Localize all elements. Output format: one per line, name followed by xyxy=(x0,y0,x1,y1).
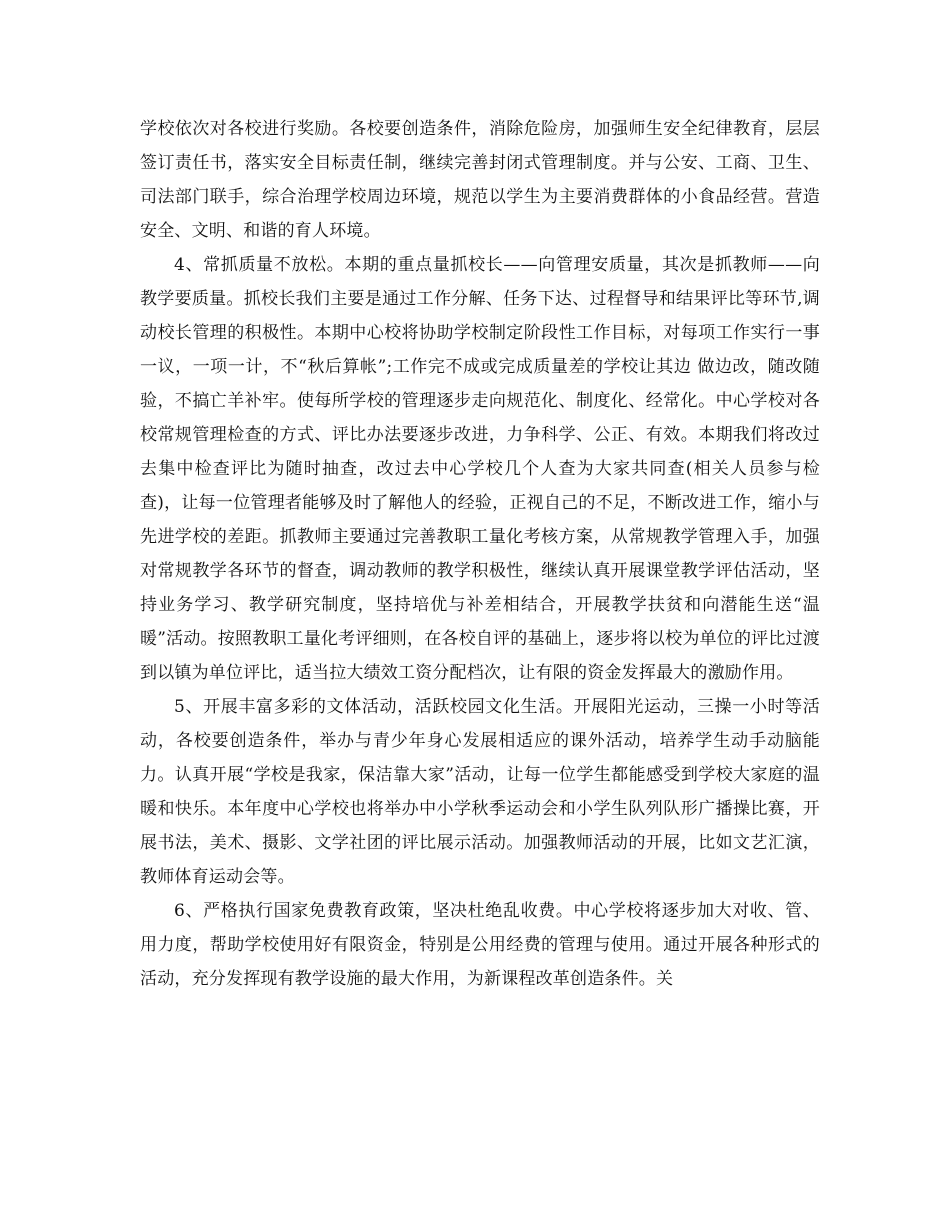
paragraph-cultural-activities: 5、开展丰富多彩的文体活动，活跃校园文化生活。开展阳光运动，三操一小时等活动，各校要创造条件，举办与青少年身心发展相适应的课外活动，培养学生动手动脑能力。认真开展“学校是我家，保洁靠大家”活动，让每一位学生都能感受到学校大家庭的温暖和快乐。本年度中心学校也将举办中小学秋季运动会和小学生队列队形广播操比赛，开展书法，美术、摄影、文学社团的评比展示活动。加强教师活动的开展，比如文艺汇演，教师体育运动会等。 xyxy=(140,697,820,887)
paragraph-safety-continued: 学校依次对各校进行奖励。各校要创造条件，消除危险房，加强师生安全纪律教育，层层签订责任书，落实安全目标责任制，继续完善封闭式管理制度。并与公安、工商、卫生、司法部门联手，综合治理学校周边环境，规范以学生为主要消费群体的小食品经营。营造安全、文明、和谐的育人环境。 xyxy=(140,119,820,241)
paragraph-quality-management: 4、常抓质量不放松。本期的重点量抓校长——向管理安质量，其次是抓教师——向教学要质量。抓校长我们主要是通过工作分解、任务下达、过程督导和结果评比等环节,调动校长管理的积极性。本期中心校将协助学校制定阶段性工作目标，对每项工作实行一事一议，一项一计，不“秋后算帐”;工作完不成或完成质量差的学校让其边 做边改，随改随验，不搞亡羊补牢。使每所学校的管理逐步走向规范化、制度化、经常化。中心学校对各校常规管理检查的方式、评比办法要逐步改进，力争科学、公正、有效。本期我们将改过去集中检查评比为随时抽查，改过去中心学校几个人查为大家共同查(相关人员参与检查)，让每一位管理者能够及时了解他人的经验，正视自己的不足，不断改进工作，缩小与先进学校的差距。抓教师主要通过完善教职工量化考核方案，从常规教学管理入手，加强对常规教学各环节的督查，调动教师的教学积极性，继续认真开展课堂教学评估活动，坚持业务学习、教学研究制度，坚持培优与补差相结合，开展教学扶贫和向潜能生送“温暖”活动。按照教职工量化考评细则，在各校自评的基础上，逐步将以校为单位的评比过渡到以镇为单位评比，适当拉大绩效工资分配档次，让有限的资金发挥最大的激励作用。 xyxy=(140,255,820,683)
document-body xyxy=(140,112,820,996)
paragraph-free-education-policy: 6、严格执行国家免费教育政策，坚决杜绝乱收费。中心学校将逐步加大对收、管、用力度，帮助学校使用好有限资金，特别是公用经费的管理与使用。通过开展各种形式的活动，充分发挥现有教学设施的最大作用，为新课程改革创造条件。关 xyxy=(140,901,820,989)
